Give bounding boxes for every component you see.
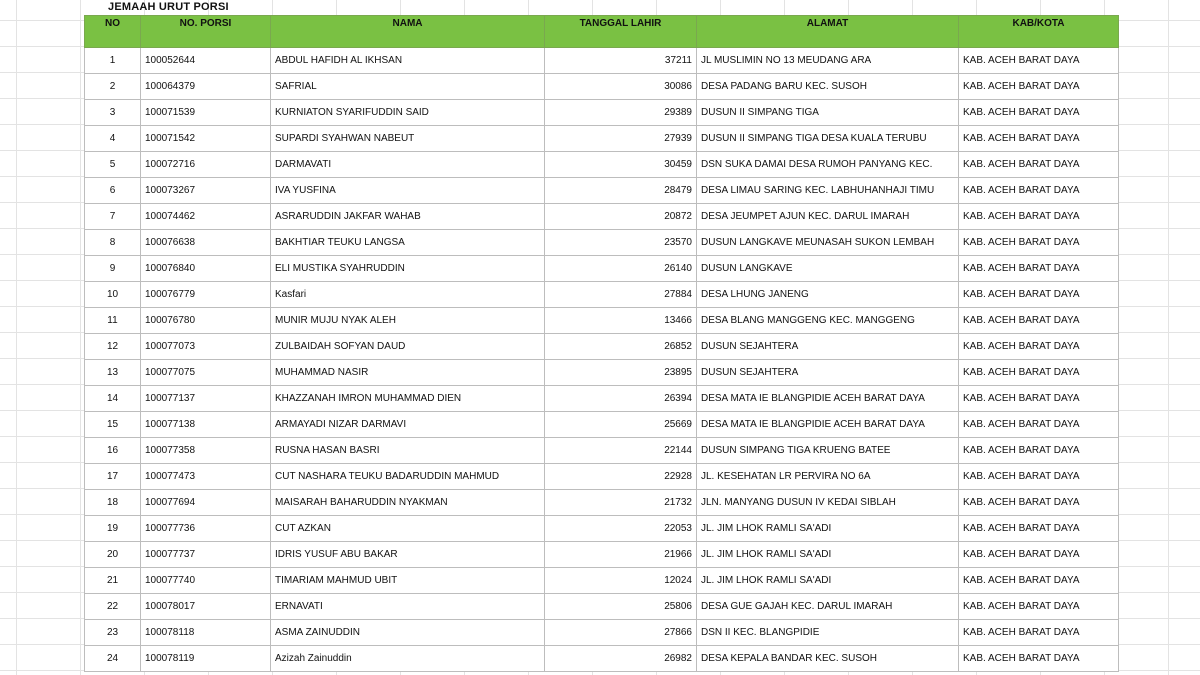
cell-no-porsi[interactable]: 100071542 xyxy=(141,126,271,152)
cell-alamat[interactable]: JL. JIM LHOK RAMLI SA'ADI xyxy=(697,568,959,594)
cell-no[interactable]: 8 xyxy=(85,230,141,256)
cell-nama[interactable]: SUPARDI SYAHWAN NABEUT xyxy=(271,126,545,152)
table-row xyxy=(85,646,1119,672)
table-row xyxy=(85,100,1119,126)
cell-no-porsi[interactable]: 100077073 xyxy=(141,334,271,360)
table-row xyxy=(85,48,1119,74)
cell-no-porsi[interactable]: 100077358 xyxy=(141,438,271,464)
cell-tanggal-lahir[interactable]: 29389 xyxy=(545,100,697,126)
cell-nama[interactable]: IVA YUSFINA xyxy=(271,178,545,204)
cell-kab-kota[interactable]: KAB. ACEH BARAT DAYA xyxy=(959,412,1119,438)
cell-no-porsi[interactable]: 100077075 xyxy=(141,360,271,386)
cell-tanggal-lahir[interactable]: 22928 xyxy=(545,464,697,490)
cell-kab-kota[interactable]: KAB. ACEH BARAT DAYA xyxy=(959,230,1119,256)
cell-nama[interactable]: ZULBAIDAH SOFYAN DAUD xyxy=(271,334,545,360)
table-row xyxy=(85,230,1119,256)
cell-no-porsi[interactable]: 100076780 xyxy=(141,308,271,334)
cell-no[interactable]: 12 xyxy=(85,334,141,360)
cell-no-porsi[interactable]: 100052644 xyxy=(141,48,271,74)
cell-no[interactable]: 24 xyxy=(85,646,141,672)
cell-nama[interactable]: Kasfari xyxy=(271,282,545,308)
cell-nama[interactable]: KHAZZANAH IMRON MUHAMMAD DIEN xyxy=(271,386,545,412)
cell-tanggal-lahir[interactable]: 27866 xyxy=(545,620,697,646)
cell-kab-kota[interactable]: KAB. ACEH BARAT DAYA xyxy=(959,100,1119,126)
cell-no-porsi[interactable]: 100073267 xyxy=(141,178,271,204)
cell-nama[interactable]: CUT NASHARA TEUKU BADARUDDIN MAHMUD xyxy=(271,464,545,490)
cell-kab-kota[interactable]: KAB. ACEH BARAT DAYA xyxy=(959,178,1119,204)
cell-no[interactable]: 18 xyxy=(85,490,141,516)
cell-no-porsi[interactable]: 100078118 xyxy=(141,620,271,646)
cell-kab-kota[interactable]: KAB. ACEH BARAT DAYA xyxy=(959,594,1119,620)
column-header-kab-kota[interactable]: KAB/KOTA xyxy=(959,16,1119,48)
cell-nama[interactable]: ELI MUSTIKA SYAHRUDDIN xyxy=(271,256,545,282)
cell-kab-kota[interactable]: KAB. ACEH BARAT DAYA xyxy=(959,464,1119,490)
cell-alamat[interactable]: DESA PADANG BARU KEC. SUSOH xyxy=(697,74,959,100)
cell-nama[interactable]: CUT AZKAN xyxy=(271,516,545,542)
cell-no[interactable]: 3 xyxy=(85,100,141,126)
cell-kab-kota[interactable]: KAB. ACEH BARAT DAYA xyxy=(959,490,1119,516)
cell-kab-kota[interactable]: KAB. ACEH BARAT DAYA xyxy=(959,360,1119,386)
cell-no-porsi[interactable]: 100064379 xyxy=(141,74,271,100)
cell-no[interactable]: 17 xyxy=(85,464,141,490)
cell-nama[interactable]: ABDUL HAFIDH AL IKHSAN xyxy=(271,48,545,74)
cell-kab-kota[interactable]: KAB. ACEH BARAT DAYA xyxy=(959,126,1119,152)
table-row xyxy=(85,334,1119,360)
cell-alamat[interactable]: DUSUN SEJAHTERA xyxy=(697,360,959,386)
cell-kab-kota[interactable]: KAB. ACEH BARAT DAYA xyxy=(959,204,1119,230)
cell-alamat[interactable]: DUSUN LANGKAVE MEUNASAH SUKON LEMBAH xyxy=(697,230,959,256)
cell-tanggal-lahir[interactable]: 21966 xyxy=(545,542,697,568)
cell-nama[interactable]: KURNIATON SYARIFUDDIN SAID xyxy=(271,100,545,126)
cell-no-porsi[interactable]: 100078017 xyxy=(141,594,271,620)
cell-tanggal-lahir[interactable]: 13466 xyxy=(545,308,697,334)
cell-tanggal-lahir[interactable]: 26852 xyxy=(545,334,697,360)
cell-tanggal-lahir[interactable]: 22053 xyxy=(545,516,697,542)
cell-tanggal-lahir[interactable]: 26140 xyxy=(545,256,697,282)
cell-no[interactable]: 2 xyxy=(85,74,141,100)
cell-nama[interactable]: TIMARIAM MAHMUD UBIT xyxy=(271,568,545,594)
cell-alamat[interactable]: DUSUN II SIMPANG TIGA xyxy=(697,100,959,126)
cell-alamat[interactable]: DUSUN LANGKAVE xyxy=(697,256,959,282)
cell-tanggal-lahir[interactable]: 30459 xyxy=(545,152,697,178)
cell-alamat[interactable]: DESA JEUMPET AJUN KEC. DARUL IMARAH xyxy=(697,204,959,230)
cell-nama[interactable]: SAFRIAL xyxy=(271,74,545,100)
cell-nama[interactable]: MAISARAH BAHARUDDIN NYAKMAN xyxy=(271,490,545,516)
cell-alamat[interactable]: JLN. MANYANG DUSUN IV KEDAI SIBLAH xyxy=(697,490,959,516)
cell-alamat[interactable]: DUSUN II SIMPANG TIGA DESA KUALA TERUBU xyxy=(697,126,959,152)
cell-alamat[interactable]: DESA BLANG MANGGENG KEC. MANGGENG xyxy=(697,308,959,334)
cell-alamat[interactable]: DESA GUE GAJAH KEC. DARUL IMARAH xyxy=(697,594,959,620)
cell-no[interactable]: 15 xyxy=(85,412,141,438)
cell-kab-kota[interactable]: KAB. ACEH BARAT DAYA xyxy=(959,334,1119,360)
cell-kab-kota[interactable]: KAB. ACEH BARAT DAYA xyxy=(959,620,1119,646)
table-row xyxy=(85,490,1119,516)
cell-no-porsi[interactable]: 100071539 xyxy=(141,100,271,126)
cell-no[interactable]: 21 xyxy=(85,568,141,594)
table-row xyxy=(85,282,1119,308)
table-row xyxy=(85,256,1119,282)
cell-no-porsi[interactable]: 100074462 xyxy=(141,204,271,230)
cell-no[interactable]: 10 xyxy=(85,282,141,308)
cell-kab-kota[interactable]: KAB. ACEH BARAT DAYA xyxy=(959,282,1119,308)
cell-tanggal-lahir[interactable]: 30086 xyxy=(545,74,697,100)
cell-alamat[interactable]: DESA KEPALA BANDAR KEC. SUSOH xyxy=(697,646,959,672)
table-row xyxy=(85,568,1119,594)
cell-nama[interactable]: MUHAMMAD NASIR xyxy=(271,360,545,386)
cell-no[interactable]: 13 xyxy=(85,360,141,386)
cell-tanggal-lahir[interactable]: 21732 xyxy=(545,490,697,516)
cell-alamat[interactable]: DUSUN SEJAHTERA xyxy=(697,334,959,360)
cell-nama[interactable]: Azizah Zainuddin xyxy=(271,646,545,672)
cell-no[interactable]: 5 xyxy=(85,152,141,178)
cell-tanggal-lahir[interactable]: 25669 xyxy=(545,412,697,438)
cell-nama[interactable]: ARMAYADI NIZAR DARMAVI xyxy=(271,412,545,438)
table-row xyxy=(85,386,1119,412)
table-row xyxy=(85,464,1119,490)
table-row xyxy=(85,308,1119,334)
cell-nama[interactable]: RUSNA HASAN BASRI xyxy=(271,438,545,464)
cell-no-porsi[interactable]: 100076779 xyxy=(141,282,271,308)
cell-kab-kota[interactable]: KAB. ACEH BARAT DAYA xyxy=(959,256,1119,282)
table-row xyxy=(85,620,1119,646)
cell-alamat[interactable]: DESA LIMAU SARING KEC. LABHUHANHAJI TIMU xyxy=(697,178,959,204)
cell-no[interactable]: 4 xyxy=(85,126,141,152)
table-body xyxy=(85,48,1119,672)
cell-nama[interactable]: ASRARUDDIN JAKFAR WAHAB xyxy=(271,204,545,230)
cell-no-porsi[interactable]: 100077737 xyxy=(141,542,271,568)
cell-nama[interactable]: DARMAVATI xyxy=(271,152,545,178)
cell-no[interactable]: 11 xyxy=(85,308,141,334)
cell-no[interactable]: 19 xyxy=(85,516,141,542)
table-row xyxy=(85,438,1119,464)
cell-nama[interactable]: MUNIR MUJU NYAK ALEH xyxy=(271,308,545,334)
column-header-no[interactable]: NO xyxy=(85,16,141,48)
table-row xyxy=(85,412,1119,438)
cell-no[interactable]: 14 xyxy=(85,386,141,412)
cell-kab-kota[interactable]: KAB. ACEH BARAT DAYA xyxy=(959,152,1119,178)
cell-tanggal-lahir[interactable]: 26982 xyxy=(545,646,697,672)
cell-no-porsi[interactable]: 100077694 xyxy=(141,490,271,516)
header-row xyxy=(85,16,1119,48)
table-row xyxy=(85,594,1119,620)
cell-tanggal-lahir[interactable]: 12024 xyxy=(545,568,697,594)
table-row xyxy=(85,516,1119,542)
column-header-nama[interactable]: NAMA xyxy=(271,16,545,48)
cell-tanggal-lahir[interactable]: 37211 xyxy=(545,48,697,74)
cell-no[interactable]: 6 xyxy=(85,178,141,204)
cell-tanggal-lahir[interactable]: 20872 xyxy=(545,204,697,230)
cell-kab-kota[interactable]: KAB. ACEH BARAT DAYA xyxy=(959,74,1119,100)
cell-alamat[interactable]: DESA MATA IE BLANGPIDIE ACEH BARAT DAYA xyxy=(697,386,959,412)
column-header-no-porsi[interactable]: NO. PORSI xyxy=(141,16,271,48)
cell-tanggal-lahir[interactable]: 27939 xyxy=(545,126,697,152)
table-row xyxy=(85,542,1119,568)
table-row xyxy=(85,204,1119,230)
cell-no[interactable]: 7 xyxy=(85,204,141,230)
cell-alamat[interactable]: DSN II KEC. BLANGPIDIE xyxy=(697,620,959,646)
cell-tanggal-lahir[interactable]: 28479 xyxy=(545,178,697,204)
cell-no-porsi[interactable]: 100077473 xyxy=(141,464,271,490)
cell-tanggal-lahir[interactable]: 27884 xyxy=(545,282,697,308)
cell-no[interactable]: 20 xyxy=(85,542,141,568)
cell-alamat[interactable]: JL. JIM LHOK RAMLI SA'ADI xyxy=(697,516,959,542)
data-table xyxy=(84,15,1119,672)
cell-kab-kota[interactable]: KAB. ACEH BARAT DAYA xyxy=(959,646,1119,672)
cell-no-porsi[interactable]: 100078119 xyxy=(141,646,271,672)
cell-nama[interactable]: IDRIS YUSUF ABU BAKAR xyxy=(271,542,545,568)
cell-tanggal-lahir[interactable]: 26394 xyxy=(545,386,697,412)
table-row xyxy=(85,360,1119,386)
cell-nama[interactable]: ASMA ZAINUDDIN xyxy=(271,620,545,646)
cell-no[interactable]: 1 xyxy=(85,48,141,74)
cell-kab-kota[interactable]: KAB. ACEH BARAT DAYA xyxy=(959,438,1119,464)
cell-nama[interactable]: BAKHTIAR TEUKU LANGSA xyxy=(271,230,545,256)
cell-no-porsi[interactable]: 100077137 xyxy=(141,386,271,412)
table-row xyxy=(85,152,1119,178)
table-row xyxy=(85,126,1119,152)
cell-no[interactable]: 23 xyxy=(85,620,141,646)
cell-alamat[interactable]: JL. KESEHATAN LR PERVIRA NO 6A xyxy=(697,464,959,490)
cell-alamat[interactable]: JL MUSLIMIN NO 13 MEUDANG ARA xyxy=(697,48,959,74)
cell-tanggal-lahir[interactable]: 25806 xyxy=(545,594,697,620)
cell-no-porsi[interactable]: 100076840 xyxy=(141,256,271,282)
cell-nama[interactable]: ERNAVATI xyxy=(271,594,545,620)
cell-tanggal-lahir[interactable]: 23895 xyxy=(545,360,697,386)
cell-no-porsi[interactable]: 100077736 xyxy=(141,516,271,542)
cell-kab-kota[interactable]: KAB. ACEH BARAT DAYA xyxy=(959,48,1119,74)
cell-no[interactable]: 22 xyxy=(85,594,141,620)
cell-no-porsi[interactable]: 100076638 xyxy=(141,230,271,256)
cell-alamat[interactable]: DESA LHUNG JANENG xyxy=(697,282,959,308)
cell-kab-kota[interactable]: KAB. ACEH BARAT DAYA xyxy=(959,542,1119,568)
cell-kab-kota[interactable]: KAB. ACEH BARAT DAYA xyxy=(959,568,1119,594)
cell-tanggal-lahir[interactable]: 23570 xyxy=(545,230,697,256)
column-header-alamat[interactable]: ALAMAT xyxy=(697,16,959,48)
cell-no[interactable]: 16 xyxy=(85,438,141,464)
cell-tanggal-lahir[interactable]: 22144 xyxy=(545,438,697,464)
table-row xyxy=(85,178,1119,204)
cell-alamat[interactable]: JL. JIM LHOK RAMLI SA'ADI xyxy=(697,542,959,568)
cell-kab-kota[interactable]: KAB. ACEH BARAT DAYA xyxy=(959,386,1119,412)
cell-no-porsi[interactable]: 100072716 xyxy=(141,152,271,178)
table-row xyxy=(85,74,1119,100)
column-header-tanggal-lahir[interactable]: TANGGAL LAHIR xyxy=(545,16,697,48)
cell-no-porsi[interactable]: 100077740 xyxy=(141,568,271,594)
cell-no[interactable]: 9 xyxy=(85,256,141,282)
cell-no-porsi[interactable]: 100077138 xyxy=(141,412,271,438)
cell-alamat[interactable]: DUSUN SIMPANG TIGA KRUENG BATEE xyxy=(697,438,959,464)
sheet-title: JEMAAH URUT PORSI xyxy=(108,1,229,13)
cell-kab-kota[interactable]: KAB. ACEH BARAT DAYA xyxy=(959,516,1119,542)
cell-alamat[interactable]: DESA MATA IE BLANGPIDIE ACEH BARAT DAYA xyxy=(697,412,959,438)
cell-alamat[interactable]: DSN SUKA DAMAI DESA RUMOH PANYANG KEC. xyxy=(697,152,959,178)
cell-kab-kota[interactable]: KAB. ACEH BARAT DAYA xyxy=(959,308,1119,334)
